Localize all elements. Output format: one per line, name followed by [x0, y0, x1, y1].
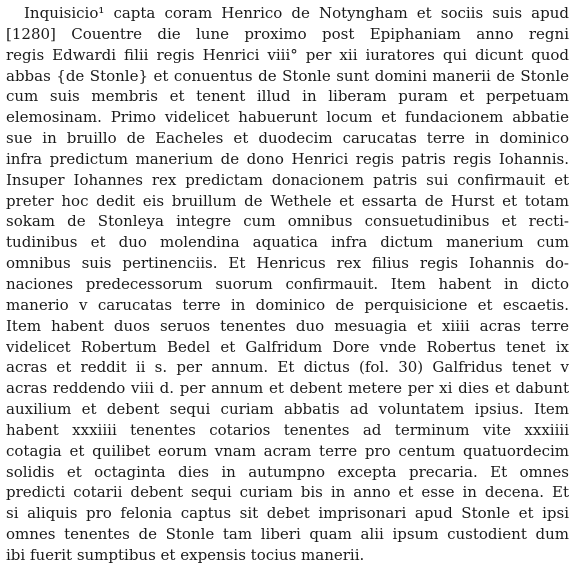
text-line: regis Edwardi filii regis Henrici viii° per xii iuratores qui dicunt quod [6, 45, 569, 64]
text-line: si aliquis pro felonia captus sit debet imprisonari apud Stonle et ipsi [6, 504, 569, 523]
text-line: omnibus suis pertinenciis. Et Henricus rex filius regis Iohannis do- [6, 254, 569, 273]
text-line: manerio v carucatas terre in dominico de perquisicione et escaetis. [6, 295, 569, 314]
text-line: cotagia et quilibet eorum vnam acram terre pro centum quatuordecim [6, 441, 569, 460]
text-line: abbas {de Stonle} et conuentus de Stonle sunt domini manerii de Stonle [6, 66, 569, 85]
text-line: naciones predecessorum suorum confirmauit. Item habent in dicto [6, 274, 569, 293]
text-line: preter hoc dedit eis bruillum de Wethele et essarta de Hurst et totam [6, 191, 569, 210]
text-line: acras et reddit ii s. per annum. Et dictus (fol. 30) Galfridus tenet v [6, 358, 569, 377]
text-line: acras reddendo viii d. per annum et debent metere per xi dies et dabunt [6, 379, 569, 398]
text-line: infra predictum manerium de dono Henrici regis patris regis Iohannis. [6, 149, 569, 168]
text-line: Insuper Iohannes rex predictam donacionem patris sui confirmauit et [6, 170, 569, 189]
text-line: habent xxxiiii tenentes cotarios tenentes ad terminum vite xxxiiii [6, 420, 569, 439]
text-line: [1280] Couentre die lune proximo post Epiphaniam anno regni [6, 24, 569, 43]
text-line: cum suis membris et tenent illud in liberam puram et perpetuam [6, 87, 569, 106]
text-line: elemosinam. Primo videlicet habuerunt locum et fundacionem abbatie [6, 108, 569, 127]
text-line: omnes tenentes de Stonle tam liberi quam alii ipsum custodient dum [6, 525, 569, 544]
text-line: predicti cotarii debent sequi curiam bis in anno et esse in decena. Et [6, 483, 569, 502]
text-line: sue in bruillo de Eacheles et duodecim carucatas terre in dominico [6, 129, 569, 148]
text-line: sokam de Stonleya integre cum omnibus consuetudinibus et recti- [6, 212, 569, 231]
text-line: tudinibus et duo molendina aquatica infra dictum manerium cum [6, 233, 569, 252]
text-line: Item habent duos seruos tenentes duo mesuagia et xiiii acras terre [6, 316, 569, 335]
text-line: solidis et octaginta dies in autumpno excepta precaria. Et omnes [6, 462, 569, 481]
document-page [6, 3, 569, 566]
text-line: auxilium et debent sequi curiam abbatis ad voluntatem ipsius. Item [6, 400, 569, 419]
text-line: videlicet Robertum Bedel et Galfridum Dore vnde Robertus tenet ix [6, 337, 569, 356]
text-line: ibi fuerit sumptibus et expensis tocius manerii. [6, 545, 365, 564]
text-line: Inquisicio¹ capta coram Henrico de Notyngham et sociis suis apud [24, 4, 569, 22]
